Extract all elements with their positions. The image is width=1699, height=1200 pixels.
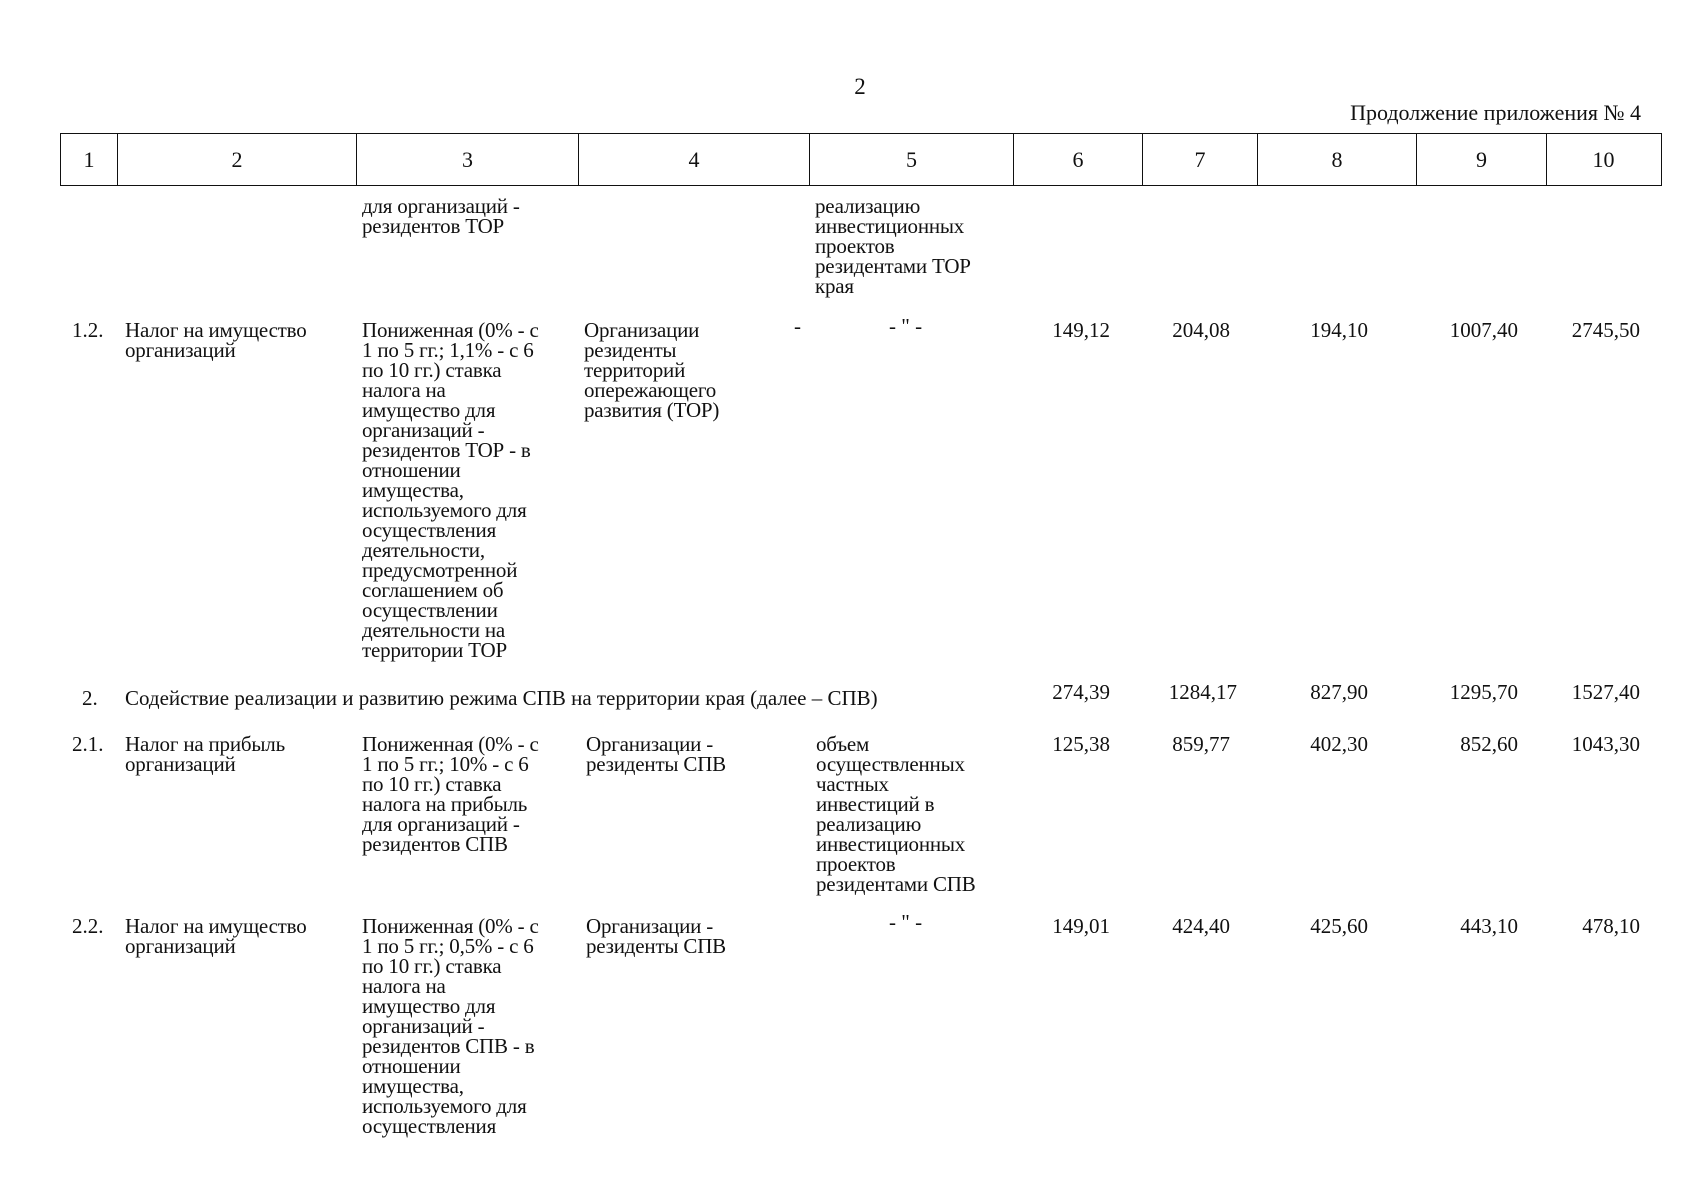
carryover-col5: реализацию инвестиционных проектов резидентами ТОР края [815,194,971,298]
dash-mark: - [794,314,801,338]
benefit-description: Пониженная (0% - с 1 по 5 гг.; 1,1% - с 6 по 10 гг.) ставка налога на имущество для организаций - резидентов ТОР - в отношении имущества, используемого для осуществления деятельности, предусмотренной соглашением об осуществлении деятельности на территории ТОР [362,318,539,662]
value-col9: 1007,40 [1449,318,1518,342]
tax-name: Налог на имущество организаций [125,318,307,362]
row-number: 2. [82,686,98,710]
indicator: объем осуществленных частных инвестиций в реализацию инвестиционных проектов резидентами СПВ [816,732,976,896]
header-col-7: 7 [1143,134,1258,185]
value-col9: 1295,70 [1449,680,1518,704]
page-number: 2 [854,74,866,99]
value-col10: 478,10 [1582,914,1640,938]
recipients: Организации резиденты территорий опережающего развития (ТОР) [584,318,720,422]
value-col6: 274,39 [1052,680,1110,704]
section-title: Содействие реализации и развитию режима СПВ на территории края (далее – СПВ) [125,686,878,710]
row-number: 1.2. [72,318,104,342]
value-col10: 2745,50 [1571,318,1640,342]
benefit-description: Пониженная (0% - с 1 по 5 гг.; 10% - с 6 по 10 гг.) ставка налога на прибыль для организаций - резидентов СПВ [362,732,539,856]
header-col-5: 5 [810,134,1014,185]
value-col8: 194,10 [1310,318,1368,342]
header-col-1: 1 [61,134,118,185]
carryover-col3: для организаций - резидентов ТОР [362,194,520,238]
header-col-9: 9 [1417,134,1547,185]
value-col7: 204,08 [1172,318,1230,342]
header-col-3: 3 [357,134,579,185]
header-col-6: 6 [1014,134,1143,185]
indicator: - " - [889,314,923,338]
header-col-4: 4 [579,134,810,185]
value-col6: 149,01 [1052,914,1110,938]
recipients: Организации - резиденты СПВ [586,914,726,958]
indicator: - " - [889,910,923,934]
value-col9: 443,10 [1460,914,1518,938]
column-header-row [60,133,1662,186]
value-col10: 1527,40 [1571,680,1640,704]
value-col6: 149,12 [1052,318,1110,342]
value-col8: 402,30 [1310,732,1368,756]
header-col-2: 2 [118,134,357,185]
value-col9: 852,60 [1460,732,1518,756]
value-col7: 859,77 [1172,732,1230,756]
continuation-title: Продолжение приложения № 4 [1350,100,1641,125]
tax-name: Налог на имущество организаций [125,914,307,958]
value-col10: 1043,30 [1571,732,1640,756]
value-col7: 424,40 [1172,914,1230,938]
value-col6: 125,38 [1052,732,1110,756]
header-col-10: 10 [1592,146,1615,172]
row-number: 2.1. [72,732,104,756]
recipients: Организации - резиденты СПВ [586,732,726,776]
tax-name: Налог на прибыль организаций [125,732,285,776]
value-col7: 1284,17 [1168,680,1237,704]
header-col-8: 8 [1258,134,1417,185]
value-col8: 425,60 [1310,914,1368,938]
value-col8: 827,90 [1310,680,1368,704]
benefit-description: Пониженная (0% - с 1 по 5 гг.; 0,5% - с 6 по 10 гг.) ставка налога на имущество для организаций - резидентов СПВ - в отношении имущества, используемого для осуществления [362,914,539,1138]
row-number: 2.2. [72,914,104,938]
